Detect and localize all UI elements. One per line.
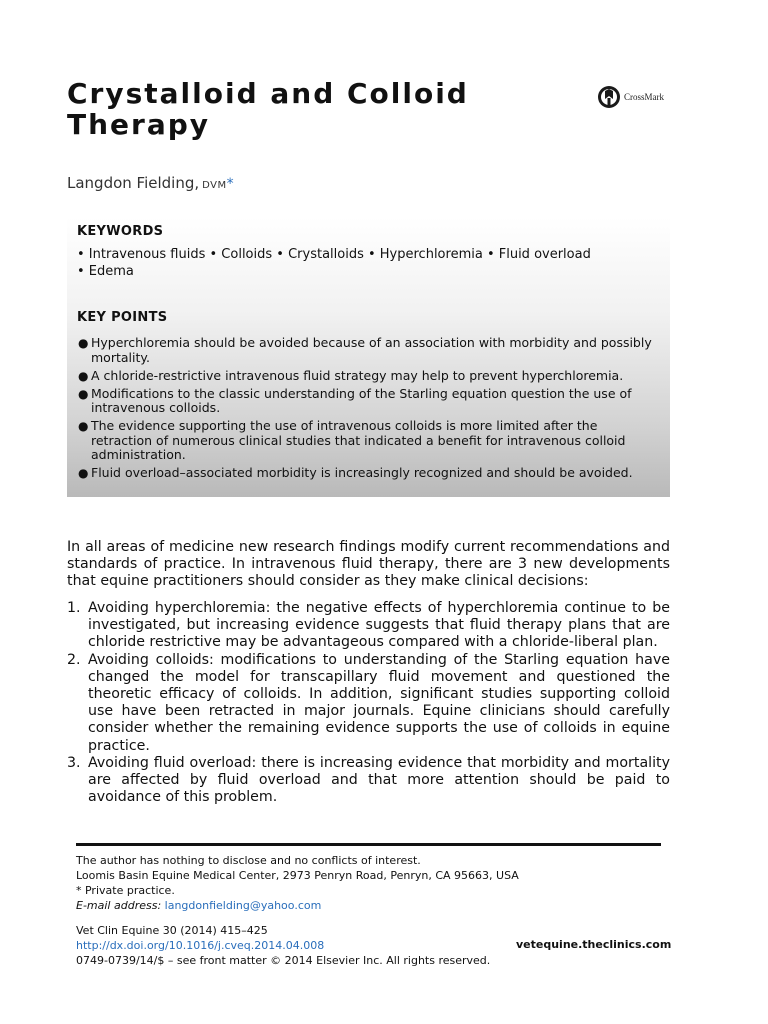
footnote-divider	[76, 843, 661, 846]
item-text: Avoiding fluid overload: there is increasing evidence that morbidity and mortality are affected by fluid overload and that more attention should be paid to avoidance of this problem.	[88, 754, 670, 806]
key-point-item: ● Fluid overload–associated morbidity is increasingly recognized and should be avoided.	[78, 465, 633, 480]
crossmark-label: CrossMark	[624, 92, 664, 102]
author-footnote-marker[interactable]: *	[226, 176, 234, 192]
bullet-icon: ●	[78, 336, 89, 350]
key-point-item: ● A chloride-restrictive intravenous fluid strategy may help to prevent hyperchloremia.	[78, 367, 624, 383]
journal-citation: Vet Clin Equine 30 (2014) 415–425	[76, 924, 268, 937]
bullet-icon: ●	[78, 419, 89, 433]
development-item	[67, 600, 670, 652]
email-link[interactable]: langdonfielding@yahoo.com	[164, 899, 322, 912]
author-line	[67, 174, 234, 192]
intro-paragraph: In all areas of medicine new research findings modify current recommendations and standards of practice. In intravenous fluid therapy, there are 3 new developments that equine practitioners should consider as they make clinical decisions:	[67, 539, 670, 590]
keywords-line-2: • Edema	[77, 264, 134, 279]
disclosure-note: The author has nothing to disclose and no conflicts of interest.	[76, 854, 421, 867]
key-point-item: ● The evidence supporting the use of intravenous colloids is more limited after the retraction of numerous clinical studies that indicated a benefit for intravenous colloid administration.	[78, 418, 626, 462]
keywords-list	[77, 246, 657, 280]
keywords-line-1: • Intravenous fluids • Colloids • Crystalloids • Hyperchloremia • Fluid overload	[77, 247, 591, 262]
journal-website-link[interactable]: vetequine.theclinics.com	[516, 938, 672, 951]
key-point-item: ● Modifications to the classic understanding of the Starling equation question the use of intravenous colloids.	[78, 385, 632, 415]
key-points-heading: KEY POINTS	[77, 310, 168, 325]
item-number: 2.	[67, 651, 81, 668]
crossmark-icon	[597, 85, 621, 109]
email-line	[76, 898, 676, 913]
copyright-line: 0749-0739/14/$ – see front matter © 2014 Elsevier Inc. All rights reserved.	[76, 954, 491, 967]
keywords-heading: KEYWORDS	[77, 224, 164, 239]
author-degree: DVM	[202, 180, 227, 191]
email-label: E-mail address:	[76, 899, 162, 912]
keywords-keypoints-box	[67, 217, 670, 497]
author-name: Langdon Fielding,	[67, 174, 200, 192]
item-text: Avoiding hyperchloremia: the negative effects of hyperchloremia continue to be investigated, but increasing evidence suggests that fluid therapy plans that are chloride restrictive may be advantageous compared with a chloride-liberal plan.	[88, 600, 670, 651]
item-number: 3.	[67, 754, 81, 771]
article-title: Crystalloid and Colloid Therapy	[67, 77, 469, 141]
developments-list	[67, 600, 670, 806]
affiliation-note: Loomis Basin Equine Medical Center, 2973 Penryn Road, Penryn, CA 95663, USA	[76, 869, 519, 882]
item-number: 1.	[67, 600, 81, 616]
doi-link[interactable]: http://dx.doi.org/10.1016/j.cveq.2014.04.008	[76, 939, 325, 952]
key-points-list	[77, 336, 661, 484]
development-item	[67, 755, 670, 807]
key-point-item: ● Hyperchloremia should be avoided because of an association with morbidity and possibly mortality.	[78, 335, 652, 365]
bullet-icon: ●	[78, 466, 89, 480]
private-practice-note: * Private practice.	[76, 884, 175, 897]
bullet-icon: ●	[78, 368, 89, 383]
development-item	[67, 652, 670, 755]
bullet-icon: ●	[78, 386, 89, 401]
crossmark-badge[interactable]	[597, 84, 664, 110]
item-text: Avoiding colloids: modifications to understanding of the Starling equation have changed the model for transcapillary fluid movement and questioned the theoretic efficacy of colloids. In addition, significant studies supporting colloid use have been retracted in major journals. Equine clinicians should carefully consider whether the remaining evidence supports the use of colloids in equine practice.	[88, 651, 670, 754]
